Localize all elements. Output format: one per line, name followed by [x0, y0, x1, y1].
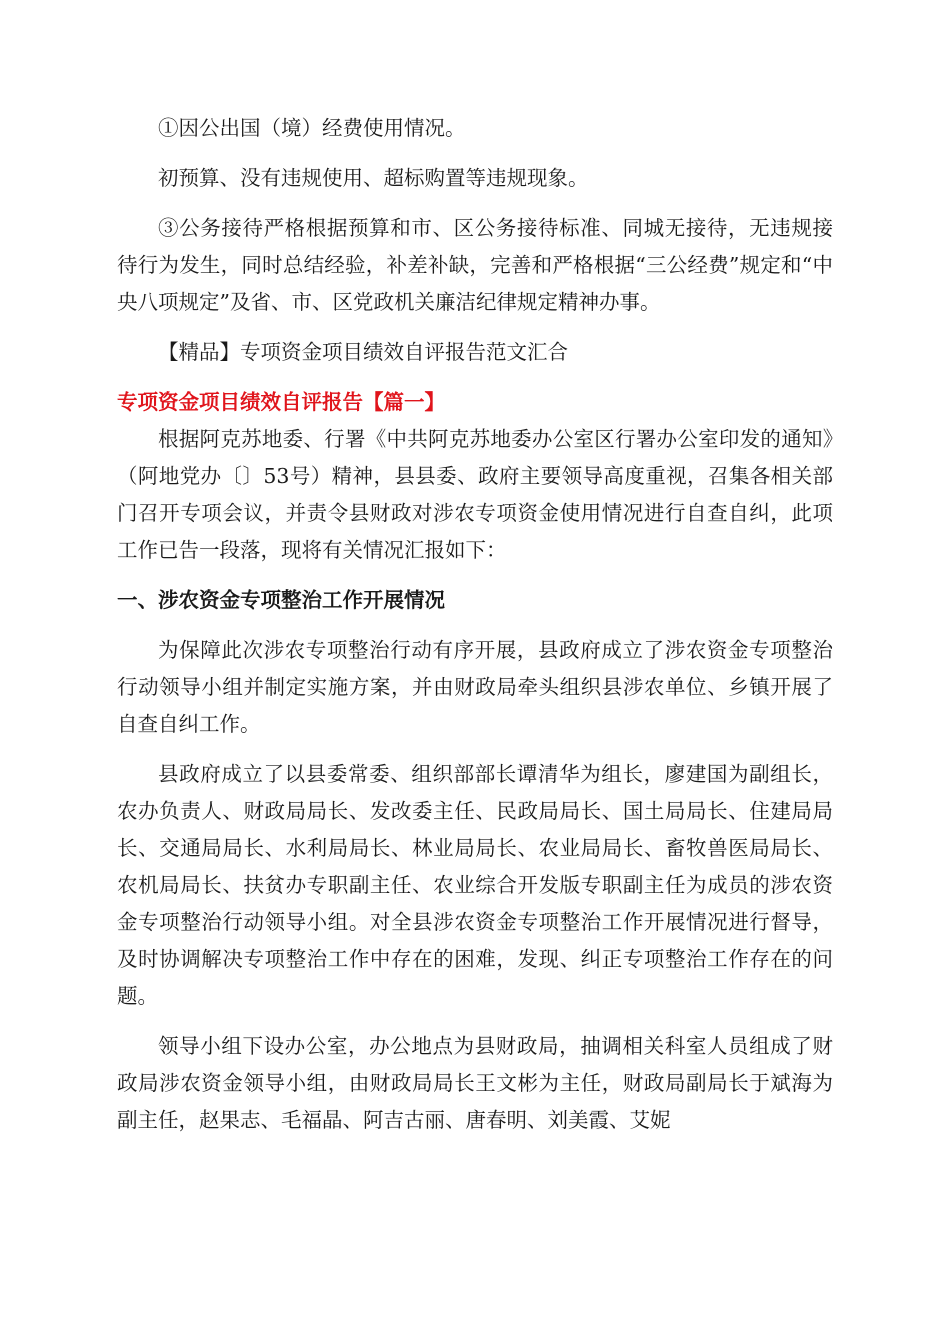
- paragraph-reception: ③公务接待严格根据预算和市、区公务接待标准、同城无接待，无违规接待行为发生，同时总结经验，补差补缺，完善和严格根据“三公经费”规定和“中央八项规定”及省、市、区党政机关廉洁纪律规定精神办事。: [117, 216, 833, 314]
- paragraph-intro: 根据阿克苏地委、行署《中共阿克苏地委办公室区行署办公室印发的通知》（阿地党办〔〕53号）精神，县县委、政府主要领导高度重视，召集各相关部门召开专项会议，并责令县财政对涉农专项资金使用情况进行自查自纠，此项工作已告一段落，现将有关情况汇报如下：: [117, 427, 833, 562]
- report-heading: 专项资金项目绩效自评报告【篇一】: [117, 390, 445, 414]
- paragraph-budget: 初预算、没有违规使用、超标购置等违规现象。: [158, 166, 589, 190]
- paragraph-collection-title: 【精品】专项资金项目绩效自评报告范文汇合: [158, 340, 568, 364]
- paragraph-body-2: 县政府成立了以县委常委、组织部部长谭清华为组长，廖建国为副组长，农办负责人、财政局局长、发改委主任、民政局局长、国土局局长、住建局局长、交通局局长、水利局局长、林业局局长、农业局局长、畜牧兽医局局长、农机局局长、扶贫办专职副主任、农业综合开发版专职副主任为成员的涉农资金专项整治行动领导小组。对全县涉农资金专项整治工作开展情况进行督导，及时协调解决专项整治工作中存在的困难，发现、纠正专项整治工作存在的问题。: [117, 762, 833, 1008]
- section-heading: 一、涉农资金专项整治工作开展情况: [117, 588, 445, 612]
- document-page: [117, 110, 833, 1139]
- paragraph-overseas-expenses: ①因公出国（境）经费使用情况。: [158, 116, 466, 140]
- paragraph-body-1: 为保障此次涉农专项整治行动有序开展，县政府成立了涉农资金专项整治行动领导小组并制定实施方案，并由财政局牵头组织县涉农单位、乡镇开展了自查自纠工作。: [117, 638, 833, 736]
- paragraph-body-3: 领导小组下设办公室，办公地点为县财政局，抽调相关科室人员组成了财政局涉农资金领导小组，由财政局局长王文彬为主任，财政局副局长于斌海为副主任，赵果志、毛福晶、阿吉古丽、唐春明、刘美霞、艾妮: [117, 1034, 833, 1132]
